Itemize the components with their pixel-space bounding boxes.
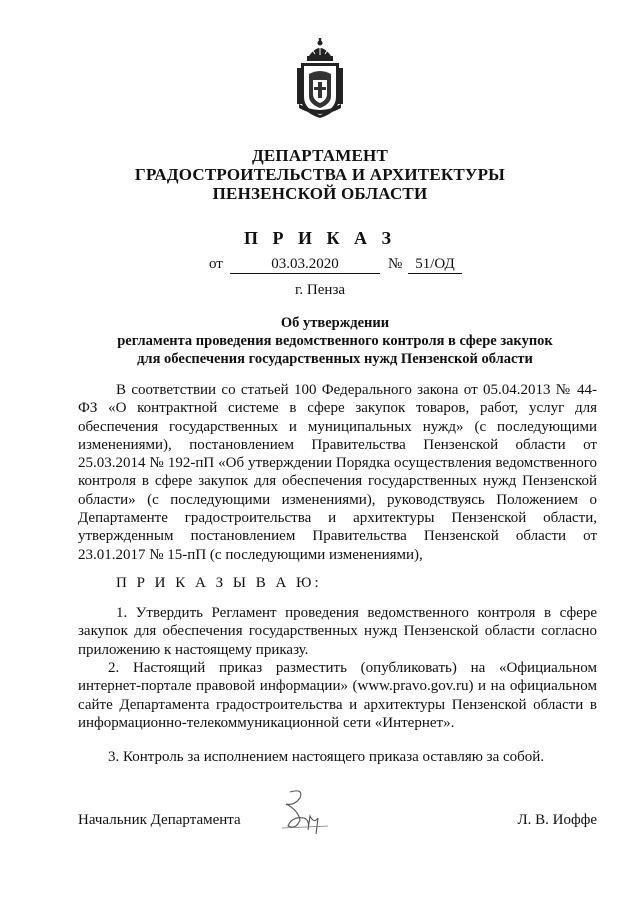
order-title: П Р И К А З: [243, 228, 397, 248]
department-name-line3: ПЕНЗЕНСКОЙ ОБЛАСТИ: [212, 184, 428, 203]
subject-line1: Об утверждении: [280, 315, 390, 331]
department-name-line1: ДЕПАРТАМЕНТ: [251, 146, 389, 165]
signatory-name: Л. В. Иоффе: [517, 812, 597, 828]
order-number: 51/ОД: [408, 256, 462, 274]
order-decree-word: П Р И К А З Ы В А Ю:: [116, 575, 322, 591]
number-prefix: №: [388, 256, 403, 272]
order-city: г. Пенза: [294, 282, 346, 298]
order-subject: [100, 314, 570, 368]
handwritten-signature-icon: [270, 786, 340, 842]
subject-line3: для обеспечения государственных нужд Пензенской области: [137, 351, 533, 367]
order-item-2: 2. Настоящий приказ разместить (опубликовать) на «Официальном интернет-портале правовой информации» (www.pravo.gov.ru) и на официальном сайте Департамента градостроительства и архитектуры Пензенской области в информационно-телекоммуникационной сети «Интернет».: [78, 660, 597, 731]
department-name-line2: ГРАДОСТРОИТЕЛЬСТВА И АРХИТЕКТУРЫ: [134, 165, 506, 184]
signatory-position: Начальник Департамента: [78, 812, 241, 828]
order-item-3: 3. Контроль за исполнением настоящего приказа оставляю за собой.: [108, 749, 545, 765]
order-date: 03.03.2020: [230, 256, 380, 274]
date-prefix: от: [209, 256, 223, 272]
preamble-paragraph: В соответствии со статьей 100 Федерального закона от 05.04.2013 № 44-ФЗ «О контрактной системе в сфере закупок товаров, работ, услуг для обеспечения государственных и муниципальных нужд» (с последующими изменениями), постановлением Правительства Пензенской области от 25.03.2014 № 192-пП «Об утверждении Порядка осуществления ведомственного контроля в сфере закупок для обеспечения государственных нужд Пензенской области» (с последующими изменениями), руководствуясь Положением о Департаменте градостроительства и архитектуры Пензенской области, утвержденным постановлением Правительства Пензенской области от 23.01.2017 № 15-пП (с последующими изменениями),: [78, 382, 597, 563]
penza-coat-of-arms-icon: [295, 38, 345, 120]
order-item-1: 1. Утвердить Регламент проведения ведомственного контроля в сфере закупок для обеспечения государственных нужд Пензенской области согласно приложению к настоящему приказу.: [78, 605, 597, 658]
order-date-number-row: [80, 256, 560, 276]
subject-line2: регламента проведения ведомственного контроля в сфере закупок: [117, 333, 553, 349]
